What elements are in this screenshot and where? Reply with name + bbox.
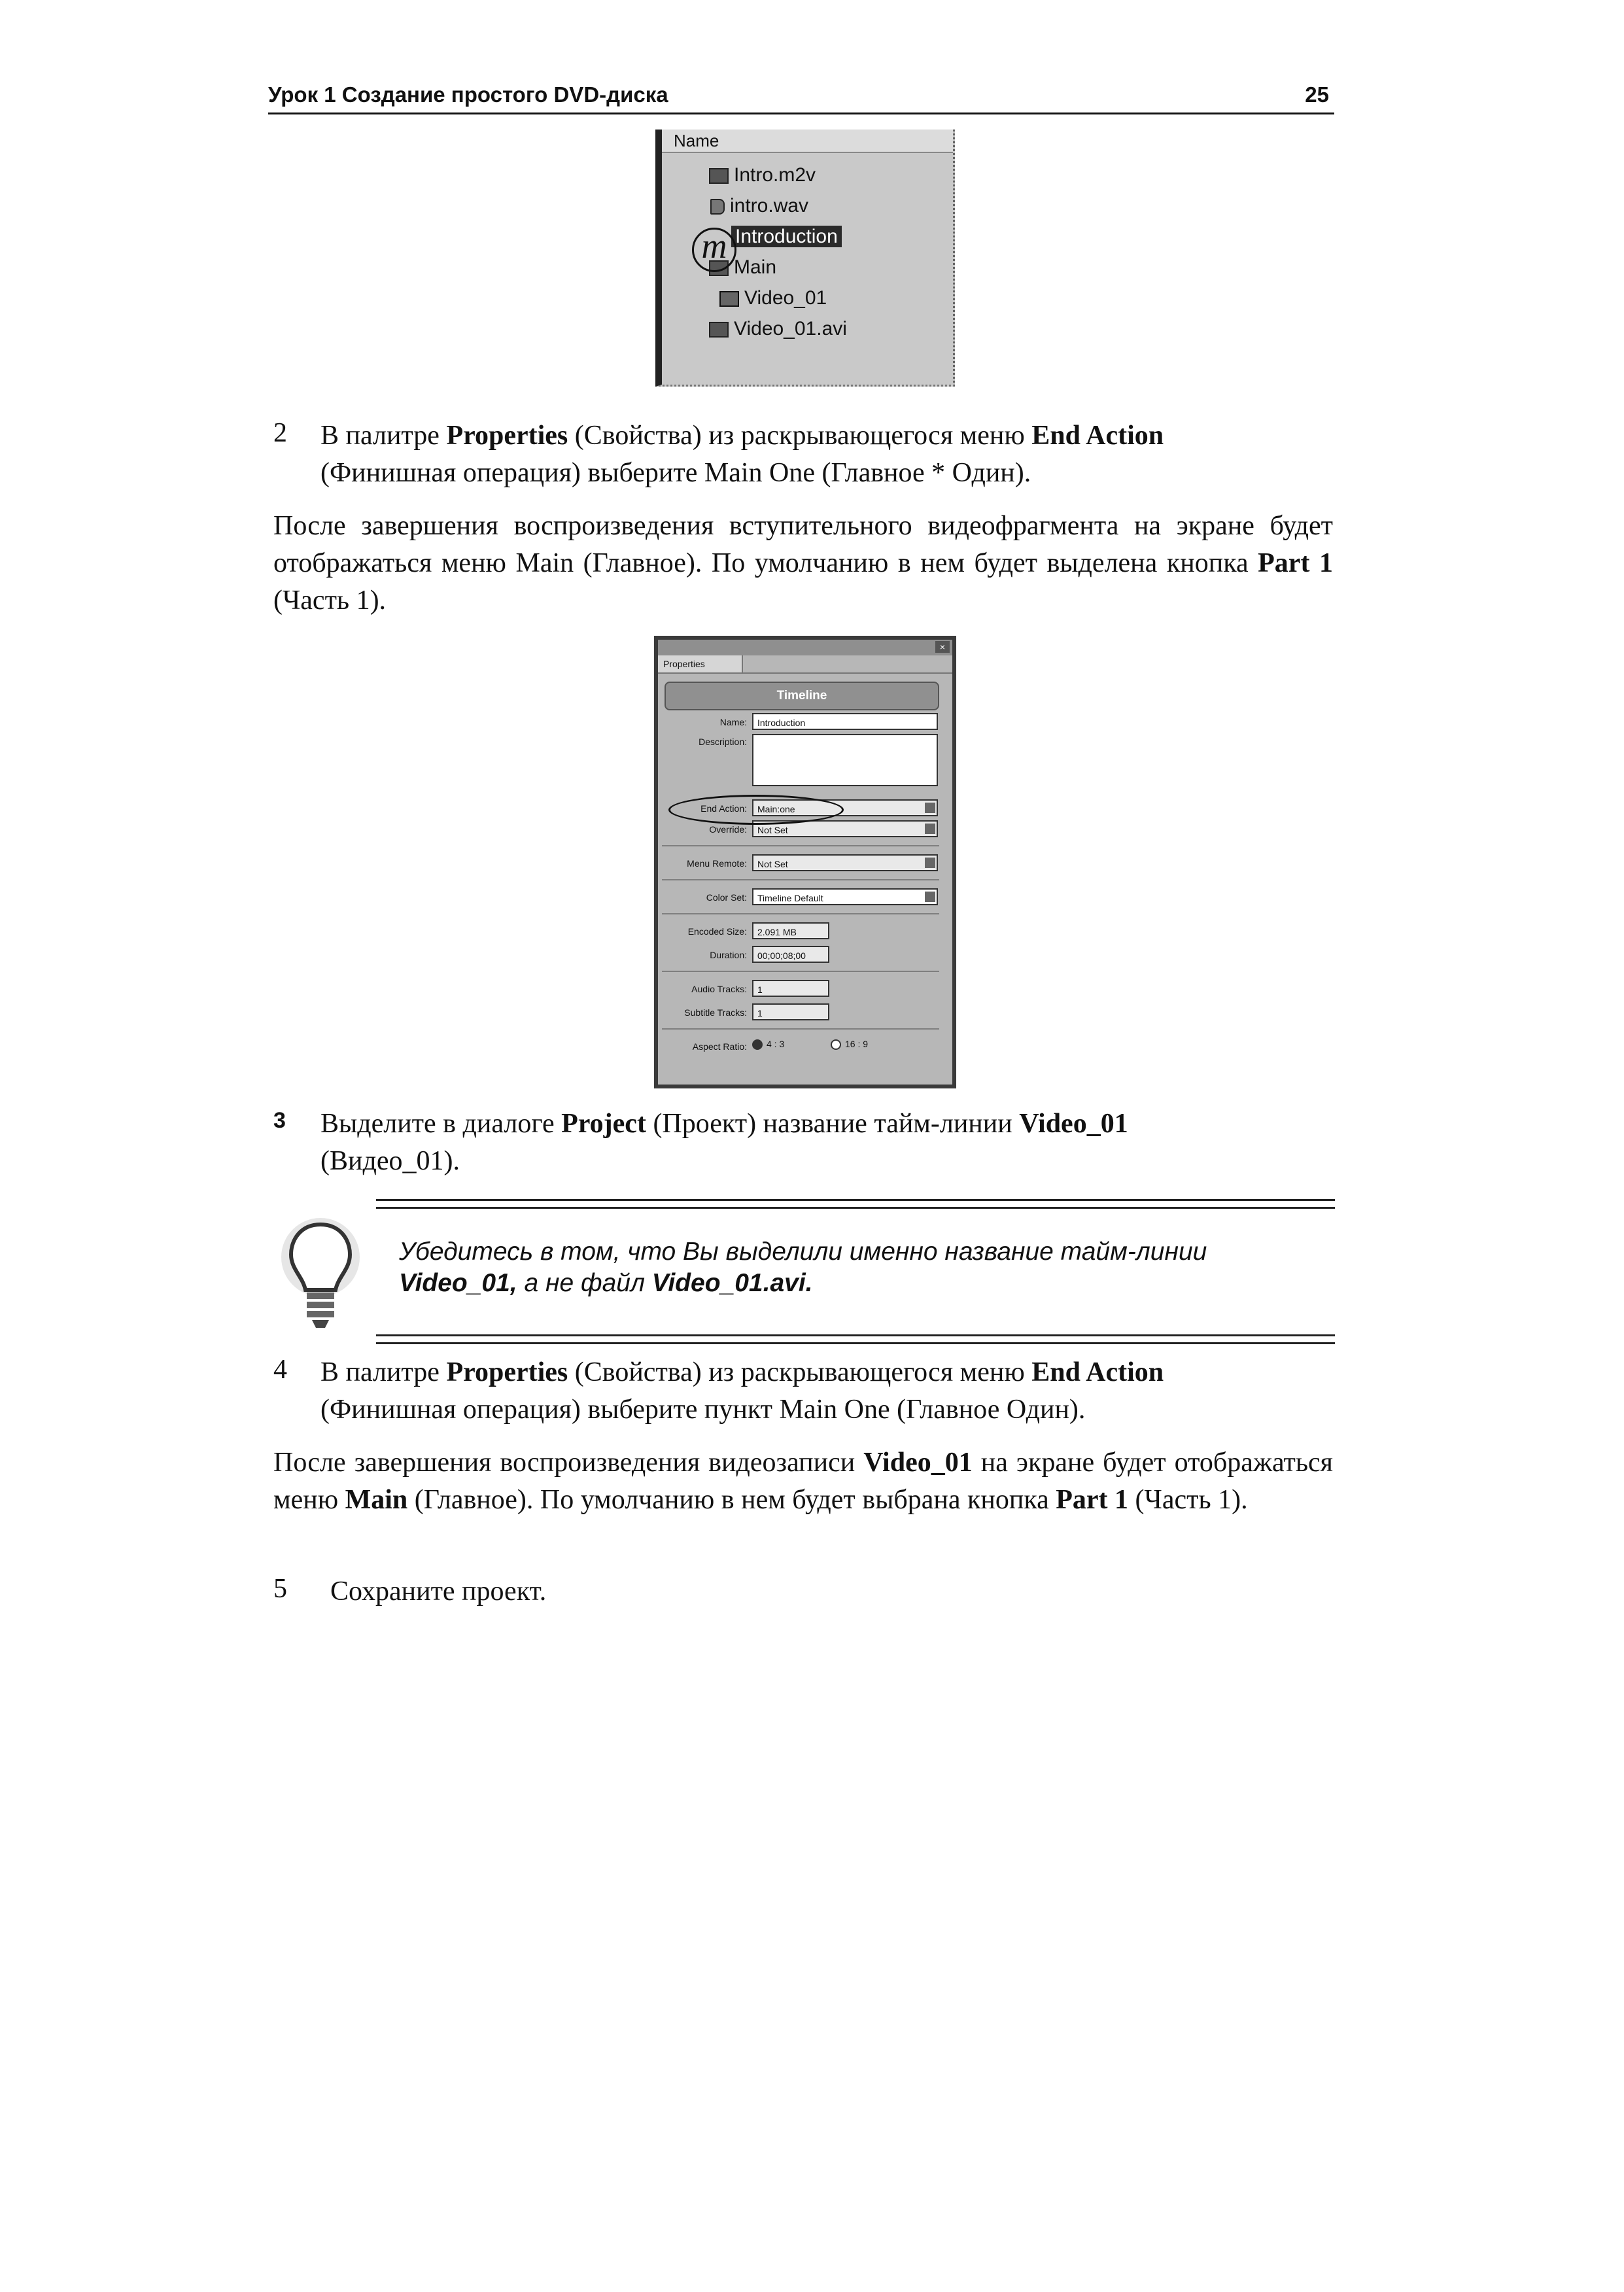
project-item-main[interactable]: Main xyxy=(709,254,776,281)
tip-bottom-rule xyxy=(376,1334,1335,1344)
step-3-number: 3 xyxy=(273,1108,286,1133)
color-set-select[interactable]: Timeline Default xyxy=(752,888,938,905)
menu-remote-dropdown[interactable]: Not Set xyxy=(752,854,938,871)
step-5-text: Сохраните проект. xyxy=(330,1576,547,1606)
duration-label: Duration: xyxy=(710,950,747,960)
project-panel-figure xyxy=(655,130,955,387)
description-field[interactable] xyxy=(752,734,938,786)
highlight-oval xyxy=(668,795,844,825)
override-dropdown[interactable]: Not Set xyxy=(752,820,938,837)
step-2-text: В палитре Properties (Свойства) из раскрывающегося меню End Action (Финишная операция) выберите Main One (Главное * Один). xyxy=(320,421,1164,488)
end-action-label: End Action: xyxy=(700,803,747,814)
chevron-right-icon xyxy=(925,824,935,834)
palette-titlebar xyxy=(658,640,952,655)
audio-tracks-label: Audio Tracks: xyxy=(691,984,747,994)
video-file-icon xyxy=(709,322,729,338)
chapter-title: Урок 1 Создание простого DVD-диска xyxy=(268,82,668,107)
chevron-right-icon xyxy=(925,858,935,868)
timeline-title-bar: Timeline xyxy=(665,682,939,710)
timeline-icon xyxy=(719,291,739,307)
duration-value: 00;00;08;00 xyxy=(752,946,829,963)
chevron-right-icon xyxy=(925,803,935,813)
tip-text: Убедитесь в том, что Вы выделили именно название тайм-линии Video_01, а не файл Video_01.avi. xyxy=(399,1238,1207,1297)
aspect-16-9-radio[interactable]: 16 : 9 xyxy=(831,1039,868,1050)
properties-dialog-figure xyxy=(654,636,956,1088)
description-label: Description: xyxy=(699,737,747,747)
name-column-header[interactable]: Name xyxy=(662,130,953,153)
paragraph-after-intro: После завершения воспроизведения вступительного видеофрагмента на экране будет отображаться меню Main (Главное). По умолчанию в нем будет выделена кнопка Part 1 (Часть 1). xyxy=(273,511,1333,616)
lightbulb-icon xyxy=(278,1217,363,1331)
chevron-down-icon xyxy=(925,892,935,902)
project-item-intro-m2v[interactable]: Intro.m2v xyxy=(709,162,816,188)
menu-remote-label: Menu Remote: xyxy=(687,858,747,869)
project-item-introduction[interactable]: Introduction xyxy=(731,224,842,250)
end-action-dropdown[interactable]: Main:one xyxy=(752,799,938,816)
step-4-text: В палитре Properties (Свойства) из раскрывающегося меню End Action (Финишная операция) выберите пункт Main One (Главное Один). xyxy=(320,1357,1164,1425)
encoded-size-value: 2.091 MB xyxy=(752,922,829,939)
page-number: 25 xyxy=(1305,82,1329,107)
project-item-video01-avi[interactable]: Video_01.avi xyxy=(709,316,847,342)
step-3-text: Выделите в диалоге Project (Проект) название тайм-линии Video_01 (Видео_01). xyxy=(320,1109,1128,1176)
radio-icon xyxy=(831,1039,841,1050)
name-label: Name: xyxy=(719,717,747,727)
step-4-number: 4 xyxy=(273,1355,287,1385)
audio-file-icon xyxy=(710,199,725,215)
close-icon[interactable]: × xyxy=(935,641,950,653)
video-file-icon xyxy=(709,168,729,184)
audio-tracks-value: 1 xyxy=(752,980,829,997)
aspect-ratio-label: Aspect Ratio: xyxy=(692,1041,747,1052)
step-5-number: 5 xyxy=(273,1574,287,1604)
aspect-4-3-radio[interactable]: 4 : 3 xyxy=(752,1039,784,1050)
radio-selected-icon xyxy=(752,1039,763,1050)
name-field[interactable]: Introduction xyxy=(752,713,938,730)
step-2-number: 2 xyxy=(273,418,287,448)
project-item-intro-wav[interactable]: intro.wav xyxy=(710,193,808,219)
encoded-size-label: Encoded Size: xyxy=(687,926,747,937)
paragraph-after-video: После завершения воспроизведения видеозаписи Video_01 на экране будет отображаться меню Main (Главное). По умолчанию в нем будет выбрана кнопка Part 1 (Часть 1). xyxy=(273,1448,1333,1515)
running-header xyxy=(268,78,1334,114)
subtitle-tracks-value: 1 xyxy=(752,1003,829,1020)
annotation-marker: m xyxy=(692,228,736,272)
override-label: Override: xyxy=(709,824,747,835)
tip-top-rule xyxy=(376,1199,1335,1209)
tab-properties[interactable]: Properties xyxy=(658,655,743,672)
project-item-video01[interactable]: Video_01 xyxy=(719,285,827,311)
color-set-label: Color Set: xyxy=(706,892,747,903)
subtitle-tracks-label: Subtitle Tracks: xyxy=(684,1007,747,1018)
